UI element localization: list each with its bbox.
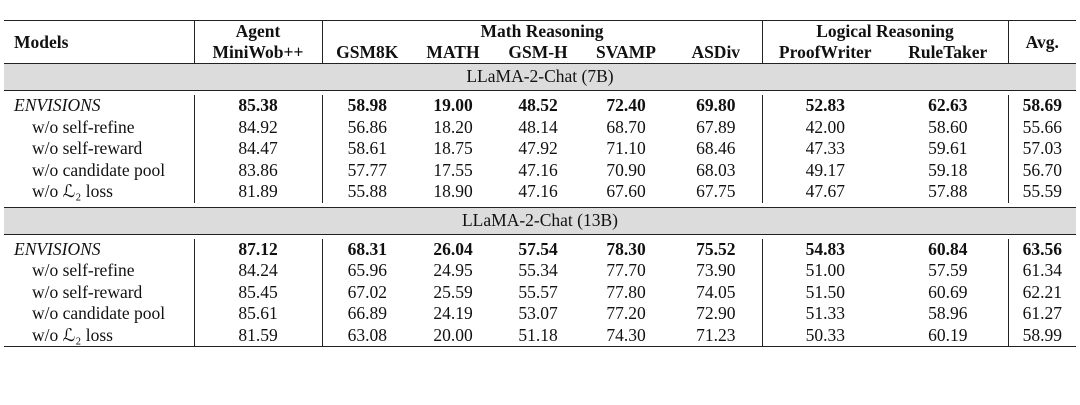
value-cell: 63.56 bbox=[1008, 239, 1076, 261]
value-cell: 77.80 bbox=[606, 281, 646, 302]
value-cell: 55.57 bbox=[518, 281, 558, 302]
value-cell: 24.95 bbox=[433, 260, 473, 280]
value-cell: 58.61 bbox=[322, 138, 412, 160]
value-cell: 47.16 bbox=[518, 181, 558, 201]
table-row bbox=[4, 138, 1076, 160]
value-cell: 58.69 bbox=[1008, 95, 1076, 117]
model-name-cell: w/o candidate pool bbox=[32, 159, 166, 180]
value-cell: 17.55 bbox=[433, 159, 473, 180]
header-agent-group: Agent bbox=[194, 21, 322, 43]
value-cell: 72.90 bbox=[696, 303, 736, 323]
value-cell: 81.59 bbox=[194, 325, 322, 347]
value-cell: 59.61 bbox=[928, 138, 968, 158]
results-table bbox=[4, 20, 1076, 347]
value-cell: 85.45 bbox=[194, 282, 322, 304]
value-cell: 69.80 bbox=[696, 95, 736, 115]
section-title: LLaMA-2-Chat (13B) bbox=[4, 207, 1076, 234]
value-cell: 85.38 bbox=[194, 95, 322, 117]
value-cell: 73.90 bbox=[696, 260, 736, 280]
table-row bbox=[4, 260, 1076, 282]
model-name-cell: w/o ℒ₂ loss bbox=[32, 324, 113, 345]
model-name-cell: w/o candidate pool bbox=[32, 303, 166, 323]
value-cell: 58.96 bbox=[928, 303, 968, 323]
model-name-cell: w/o self-refine bbox=[32, 116, 135, 137]
value-cell: 61.27 bbox=[1008, 303, 1076, 325]
value-cell: 26.04 bbox=[433, 238, 473, 259]
value-cell: 51.33 bbox=[762, 303, 888, 325]
value-cell: 87.12 bbox=[194, 239, 322, 261]
model-name-cell: w/o self-reward bbox=[32, 281, 143, 302]
value-cell: 18.20 bbox=[433, 116, 473, 137]
header-col-proofwriter: ProofWriter bbox=[762, 42, 888, 64]
value-cell: 55.66 bbox=[1008, 117, 1076, 139]
value-cell: 19.00 bbox=[433, 95, 473, 115]
value-cell: 57.03 bbox=[1008, 138, 1076, 160]
value-cell: 63.08 bbox=[322, 325, 412, 347]
value-cell: 84.24 bbox=[194, 260, 322, 282]
model-name-cell: w/o self-reward bbox=[32, 138, 143, 158]
header-col-asdiv: ASDiv bbox=[691, 42, 741, 62]
value-cell: 67.89 bbox=[696, 116, 736, 137]
value-cell: 47.92 bbox=[518, 138, 558, 158]
table-row bbox=[4, 181, 1076, 203]
value-cell: 56.70 bbox=[1008, 160, 1076, 182]
value-cell: 74.30 bbox=[606, 324, 646, 345]
value-cell: 57.59 bbox=[928, 260, 968, 280]
value-cell: 54.83 bbox=[762, 239, 888, 261]
value-cell: 47.33 bbox=[762, 138, 888, 160]
value-cell: 58.98 bbox=[322, 95, 412, 117]
value-cell: 53.07 bbox=[518, 303, 558, 323]
value-cell: 77.20 bbox=[606, 303, 646, 323]
table-row bbox=[4, 239, 1076, 261]
value-cell: 20.00 bbox=[433, 324, 473, 345]
value-cell: 72.40 bbox=[606, 95, 646, 115]
value-cell: 55.34 bbox=[518, 260, 558, 280]
header-math-group: Math Reasoning bbox=[322, 21, 762, 43]
value-cell: 65.96 bbox=[322, 260, 412, 282]
value-cell: 51.00 bbox=[762, 260, 888, 282]
model-name-cell: w/o ℒ₂ loss bbox=[32, 181, 113, 201]
value-cell: 68.31 bbox=[322, 239, 412, 261]
value-cell: 48.14 bbox=[518, 116, 558, 137]
value-cell: 51.50 bbox=[762, 282, 888, 304]
header-logic-group: Logical Reasoning bbox=[762, 21, 1008, 43]
value-cell: 62.21 bbox=[1008, 282, 1076, 304]
value-cell: 67.02 bbox=[322, 282, 412, 304]
value-cell: 71.23 bbox=[696, 324, 736, 345]
value-cell: 60.19 bbox=[928, 324, 968, 345]
value-cell: 18.75 bbox=[433, 138, 473, 158]
value-cell: 24.19 bbox=[433, 303, 473, 323]
value-cell: 66.89 bbox=[322, 303, 412, 325]
section-header-row bbox=[4, 64, 1076, 91]
header-col-svamp: SVAMP bbox=[596, 42, 656, 62]
value-cell: 60.84 bbox=[928, 238, 968, 259]
section-title: LLaMA-2-Chat (7B) bbox=[4, 64, 1076, 91]
model-name-cell: ENVISIONS bbox=[14, 238, 101, 259]
value-cell: 84.47 bbox=[194, 138, 322, 160]
value-cell: 78.30 bbox=[606, 238, 646, 259]
value-cell: 47.67 bbox=[762, 181, 888, 203]
model-name-cell: ENVISIONS bbox=[14, 95, 101, 115]
value-cell: 18.90 bbox=[433, 181, 473, 201]
value-cell: 58.60 bbox=[928, 116, 968, 137]
header-col-ruletaker: RuleTaker bbox=[908, 42, 988, 62]
value-cell: 68.03 bbox=[696, 159, 736, 180]
table-row bbox=[4, 303, 1076, 325]
value-cell: 70.90 bbox=[606, 159, 646, 180]
value-cell: 71.10 bbox=[606, 138, 646, 158]
value-cell: 42.00 bbox=[762, 117, 888, 139]
value-cell: 55.88 bbox=[322, 181, 412, 203]
table-row bbox=[4, 282, 1076, 304]
model-name-cell: w/o self-refine bbox=[32, 260, 135, 280]
value-cell: 50.33 bbox=[762, 325, 888, 347]
table-body bbox=[4, 64, 1076, 347]
header-avg: Avg. bbox=[1008, 21, 1076, 64]
header-col-gsm8k: GSM8K bbox=[322, 42, 412, 64]
table-row bbox=[4, 117, 1076, 139]
value-cell: 57.77 bbox=[322, 160, 412, 182]
value-cell: 51.18 bbox=[518, 324, 558, 345]
value-cell: 77.70 bbox=[606, 260, 646, 280]
value-cell: 52.83 bbox=[762, 95, 888, 117]
value-cell: 55.59 bbox=[1008, 181, 1076, 203]
value-cell: 56.86 bbox=[322, 117, 412, 139]
value-cell: 84.92 bbox=[194, 117, 322, 139]
table-row bbox=[4, 160, 1076, 182]
value-cell: 25.59 bbox=[433, 281, 473, 302]
value-cell: 58.99 bbox=[1008, 325, 1076, 347]
value-cell: 62.63 bbox=[928, 95, 968, 115]
value-cell: 59.18 bbox=[928, 159, 968, 180]
value-cell: 60.69 bbox=[928, 281, 968, 302]
value-cell: 48.52 bbox=[518, 95, 558, 115]
header-col-gsm-h: GSM-H bbox=[508, 42, 568, 62]
header-models: Models bbox=[14, 31, 69, 52]
value-cell: 57.54 bbox=[518, 238, 558, 259]
value-cell: 61.34 bbox=[1008, 260, 1076, 282]
table-row bbox=[4, 95, 1076, 117]
section-header-row bbox=[4, 207, 1076, 234]
value-cell: 68.70 bbox=[606, 116, 646, 137]
header-col-math: MATH bbox=[426, 42, 480, 62]
table-row bbox=[4, 325, 1076, 347]
header-row-groups bbox=[4, 21, 1076, 43]
value-cell: 67.60 bbox=[606, 181, 646, 201]
value-cell: 85.61 bbox=[194, 303, 322, 325]
value-cell: 74.05 bbox=[696, 281, 736, 302]
value-cell: 81.89 bbox=[194, 181, 322, 203]
value-cell: 75.52 bbox=[696, 238, 736, 259]
value-cell: 83.86 bbox=[194, 160, 322, 182]
value-cell: 47.16 bbox=[518, 159, 558, 180]
value-cell: 57.88 bbox=[928, 181, 968, 201]
header-col-miniwob: MiniWob++ bbox=[194, 42, 322, 64]
value-cell: 67.75 bbox=[696, 181, 736, 201]
value-cell: 68.46 bbox=[696, 138, 736, 158]
value-cell: 49.17 bbox=[762, 160, 888, 182]
